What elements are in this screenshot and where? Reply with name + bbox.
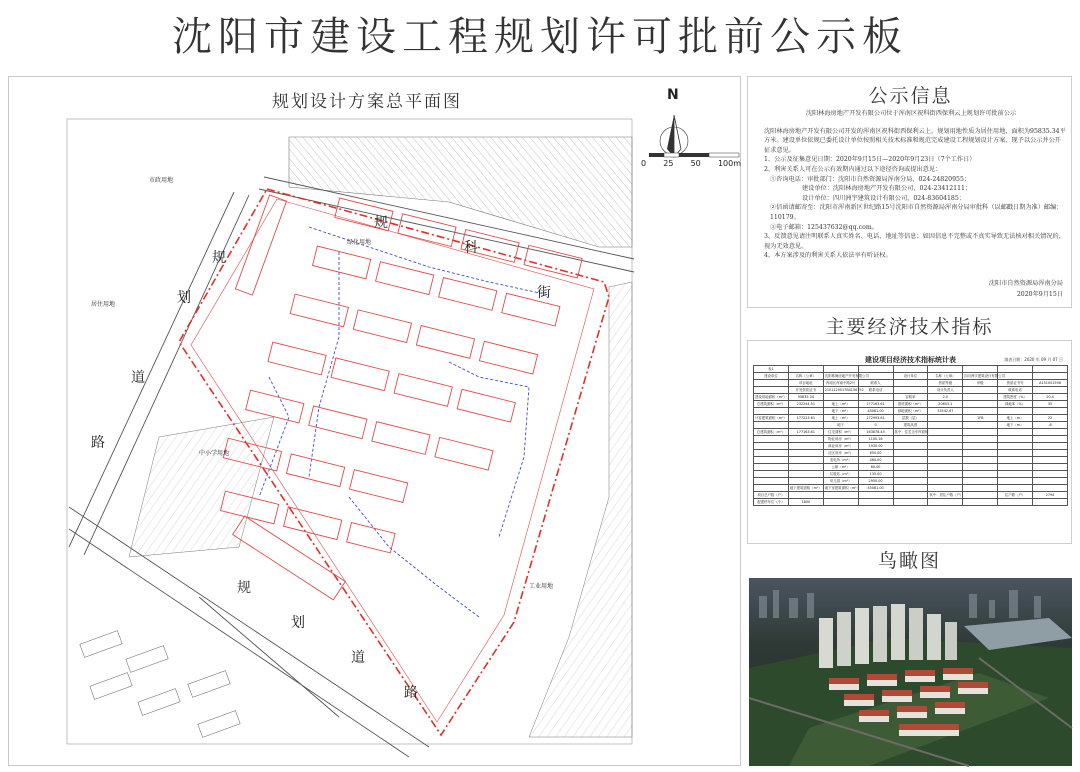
table-cell: 表1: [754, 366, 789, 373]
notice-signature-date: 2020年9月15日: [1016, 291, 1063, 298]
table-cell: 22: [1033, 415, 1068, 422]
table-cell: [1033, 450, 1068, 457]
table-cell: [788, 422, 823, 429]
table-cell: [754, 387, 789, 394]
table-cell: [963, 422, 998, 429]
board-title: 沈阳市建设工程规划许可批前公示板: [172, 14, 908, 60]
table-cell: [754, 450, 789, 457]
table-cell: [963, 443, 998, 450]
table-cell: 总建筑面积（m²）: [754, 401, 789, 408]
table-cell: [998, 366, 1033, 373]
table-cell: 基底面积（m²）: [893, 401, 928, 408]
land-label-residential: 居住用地: [91, 301, 116, 308]
table-cell: [754, 436, 789, 443]
table-cell: [788, 457, 823, 464]
table-row: [754, 429, 1068, 436]
table-cell: 地上（m）: [998, 415, 1033, 422]
road-label-c-3: 街: [537, 285, 551, 301]
table-cell: [788, 443, 823, 450]
table-cell: [963, 408, 998, 415]
table-cell: 开发资质证书: [788, 387, 823, 394]
table-cell: [998, 471, 1033, 478]
notice-paragraph: ①咨询电话：审批部门：沈阳市自然资源局浑南分局，024-24820955；: [770, 175, 971, 183]
table-cell: 建设用地面积（m²）: [755, 394, 787, 399]
table-cell: [754, 478, 789, 485]
table-cell: [998, 429, 1033, 436]
econ-heading: 主要经济技术指标: [825, 316, 994, 338]
table-cell: [754, 464, 789, 471]
table-cell: [754, 471, 789, 478]
table-cell: 联系电话: [858, 387, 893, 394]
table-cell: [858, 366, 893, 373]
road-label-b-1: 规: [237, 580, 251, 596]
table-cell: 177163.61: [788, 429, 823, 436]
table-cell: [823, 366, 858, 373]
table-cell: 135.00: [858, 471, 893, 478]
table-cell: 2950.00: [858, 478, 893, 485]
table-cell: 住户数（户）: [998, 492, 1033, 499]
table-cell: [963, 485, 998, 492]
table-cell: 其中：居住户数（户）: [929, 492, 964, 497]
table-cell: 建设单位: [754, 373, 789, 380]
table-cell: 建筑高度: [893, 422, 928, 429]
table-cell: 住宅面积（m²）: [823, 429, 858, 436]
scale-bar: [649, 153, 739, 157]
table-row: [754, 380, 1068, 387]
land-label-industrial: 工业用地: [529, 583, 554, 590]
table-row: [754, 373, 1068, 380]
table-cell: [998, 436, 1033, 443]
table-cell: [1033, 485, 1068, 492]
econ-table-title: 建设项目经济技术指标统计表: [865, 356, 956, 364]
table-row: [754, 422, 1068, 429]
table-cell: [893, 478, 928, 485]
table-cell: 地下建筑面积（m²）: [789, 485, 822, 490]
table-cell: [928, 471, 963, 478]
table-cell: [788, 450, 823, 457]
table-cell: [788, 471, 823, 478]
notice-paragraph: ②信函请邮寄至：沈阳市浑南新区世纪路15号沈阳市自然资源局浑南分局审批科（以邮戳日期为准）邮编：110179。: [770, 204, 1063, 221]
table-cell: 地下室建筑面积（m²）: [824, 485, 860, 490]
road-label-c-2: 科: [464, 240, 478, 256]
road-label-a-2: 划: [177, 290, 191, 306]
existing-buildings: [80, 631, 240, 738]
econ-table: [753, 365, 1068, 506]
notice-body: [756, 109, 1066, 261]
land-label-green: 绿化用地: [347, 239, 372, 246]
table-cell: 其中：住宅含车库面积: [894, 429, 929, 434]
table-cell: 层数（层）: [893, 415, 928, 422]
table-row: [754, 387, 1068, 394]
table-cell: [893, 443, 928, 450]
table-cell: 33542.67: [928, 408, 963, 415]
table-row: [754, 499, 1068, 506]
table-cell: 163878.45: [858, 429, 893, 436]
notice-heading: 公示信息: [868, 85, 953, 107]
table-cell: [754, 408, 789, 415]
table-cell: 650.00: [858, 450, 893, 457]
table-cell: [823, 492, 858, 499]
table-cell: 45081.00: [858, 485, 893, 492]
notice-paragraph: 1、公示及征集意见日期：2020年9月15日—2020年9月23日（7个工作日）: [764, 156, 976, 164]
table-cell: 2101120017B4156752: [824, 387, 864, 392]
table-cell: 浑南区浑南中路2号: [823, 380, 858, 387]
table-cell: [963, 450, 998, 457]
table-cell: 甲级: [963, 380, 998, 387]
aerial-image: [749, 578, 1072, 766]
table-cell: 1100.16: [858, 436, 893, 443]
table-cell: [788, 436, 823, 443]
table-cell: [998, 408, 1033, 415]
table-cell: [928, 485, 963, 492]
land-label-school: 中小学用地: [199, 450, 230, 457]
table-cell: [823, 499, 858, 506]
table-cell: [998, 485, 1033, 492]
scale-label-25: 25: [663, 159, 674, 168]
table-cell: [928, 443, 963, 450]
table-cell: 物业用房（m²）: [823, 436, 858, 443]
table-cell: [1033, 464, 1068, 471]
table-cell: [788, 408, 823, 415]
table-cell: [1033, 471, 1068, 478]
table-cell: [1033, 457, 1068, 464]
table-cell: [998, 464, 1033, 471]
table-cell: [754, 485, 789, 492]
north-label: N: [667, 87, 679, 103]
table-cell: 177163.61: [858, 401, 893, 408]
site-plan-drawing: [9, 77, 742, 767]
table-cell: 项目地址: [788, 380, 823, 387]
table-cell: [963, 429, 998, 436]
table-cell: [893, 471, 928, 478]
table-cell: [754, 422, 789, 429]
table-cell: [998, 450, 1033, 457]
table-cell: 177223.61: [788, 415, 823, 422]
table-row: [754, 408, 1068, 415]
table-cell: [893, 366, 928, 373]
table-row: [754, 436, 1068, 443]
table-cell: [998, 443, 1033, 450]
table-cell: [788, 492, 823, 499]
scale-label-50: 50: [690, 159, 701, 168]
table-cell: 幼儿园（m²）: [823, 478, 858, 485]
table-cell: [893, 499, 928, 506]
table-cell: [788, 366, 823, 373]
table-cell: 2794: [1033, 492, 1068, 499]
table-row: [754, 478, 1068, 485]
table-row: [754, 450, 1068, 457]
green-land-strip: [289, 137, 632, 247]
north-arrow-icon: [660, 115, 688, 157]
table-cell: 20.4: [1033, 394, 1068, 401]
road-label-b-3: 道: [351, 650, 365, 666]
table-cell: 地下: [823, 422, 858, 429]
econ-table-section: [747, 340, 1072, 544]
table-cell: 绿地率（%）: [998, 401, 1033, 408]
table-cell: [1033, 499, 1068, 506]
table-row: [754, 394, 1068, 401]
notice-section: [747, 76, 1072, 308]
table-cell: 1930.00: [858, 443, 893, 450]
table-cell: [998, 478, 1033, 485]
table-cell: [963, 436, 998, 443]
table-cell: 资质证书号: [998, 380, 1033, 387]
table-cell: 1800: [788, 499, 823, 506]
table-cell: [893, 450, 928, 457]
table-cell: [1033, 436, 1068, 443]
table-cell: 总建筑面积（m²）: [754, 429, 789, 436]
table-cell: 95835.34: [788, 394, 823, 401]
road-label-a-4: 路: [91, 435, 105, 451]
table-cell: 45081.00: [858, 408, 893, 415]
table-cell: 地下（m）: [998, 422, 1033, 429]
table-cell: [963, 492, 998, 499]
notice-paragraph: 2、利害关系人可在公示有效期内通过以下途径咨询或提出意见：: [764, 165, 942, 173]
table-cell: [893, 485, 928, 492]
table-row: [754, 443, 1068, 450]
land-label-city: 市政用地: [149, 177, 174, 184]
info-column: [747, 76, 1072, 766]
table-cell: [1033, 429, 1068, 436]
table-cell: [1033, 408, 1068, 415]
road-label-a-3: 道: [131, 370, 145, 386]
table-row: [754, 401, 1068, 408]
table-cell: [754, 443, 789, 450]
table-cell: [893, 457, 928, 464]
table-cell: 172993.61: [858, 415, 893, 422]
road-label-b-4: 路: [404, 685, 418, 701]
table-cell: 四川洲宇建筑设计有限公司: [964, 373, 1005, 378]
table-cell: -6: [1033, 422, 1068, 429]
table-cell: [754, 380, 789, 387]
table-cell: [893, 436, 928, 443]
table-cell: [963, 394, 998, 401]
table-cell: 地下（m²）: [823, 408, 858, 415]
table-cell: 商业用房（m²）: [823, 443, 858, 450]
table-cell: 地上（m²）: [823, 401, 858, 408]
table-cell: [788, 478, 823, 485]
road-label-c-1: 规: [374, 215, 388, 231]
table-cell: 设计负责人: [928, 387, 963, 394]
notice-paragraph: ③电子邮箱：125437632@qq.com。: [770, 223, 878, 231]
econ-table-date: 填表日期：2020 年 09 月 07 日: [1004, 357, 1063, 362]
table-cell: [963, 499, 998, 506]
plan-title: 规划设计方案总平面图: [272, 92, 462, 112]
table-cell: [963, 478, 998, 485]
table-cell: 35: [1033, 401, 1068, 408]
table-cell: [893, 387, 928, 394]
school-land: [129, 417, 274, 557]
notice-paragraph: 建设单位：沈阳林海房地产开发有限公司，024-23412111；: [802, 185, 972, 193]
table-cell: 232244.51: [788, 401, 823, 408]
table-cell: 绿地面积（m²）: [893, 408, 928, 415]
east-land-strip: [529, 282, 632, 737]
table-cell: [1033, 373, 1068, 380]
table-cell: 计容建筑面积（m²）: [755, 415, 787, 420]
table-cell: 配建停车位（个）: [754, 499, 789, 506]
table-cell: [893, 492, 928, 499]
table-cell: 公厕（m²）: [823, 464, 858, 471]
table-cell: 联系电话: [998, 387, 1033, 394]
table-cell: [928, 415, 963, 422]
road-label-b-2: 划: [291, 615, 305, 631]
table-cell: 2.0: [928, 394, 963, 401]
table-cell: 0: [858, 422, 893, 429]
table-cell: 垃圾站（m²）: [823, 471, 858, 478]
table-cell: 20603.1: [928, 401, 963, 408]
aerial-heading: 鸟瞰图: [877, 550, 941, 572]
table-cell: [1033, 387, 1068, 394]
table-cell: 社区用房（m²）: [823, 450, 858, 457]
table-cell: [858, 499, 893, 506]
table-row: [754, 464, 1068, 471]
table-cell: 项目总户数（户）: [754, 492, 789, 499]
table-cell: [893, 464, 928, 471]
notice-paragraph: 4、本方案涉及的利害关系人依法享有听证权。: [764, 252, 892, 260]
table-cell: 容积率: [893, 394, 928, 401]
table-cell: [928, 464, 963, 471]
table-cell: 名称（公章）: [928, 373, 963, 380]
table-cell: [858, 492, 893, 499]
table-cell: 1FB: [963, 415, 998, 422]
table-cell: [928, 366, 963, 373]
table-cell: [1033, 443, 1068, 450]
table-cell: [963, 457, 998, 464]
table-cell: [963, 464, 998, 471]
table-cell: [823, 394, 858, 401]
table-cell: [928, 429, 963, 436]
table-cell: A151001598: [1033, 380, 1068, 387]
table-cell: [1033, 478, 1068, 485]
notice-paragraph: 3、反馈意见请注明联系人真实姓名、电话、地址等信息；如因信息不完整或不真实导致无法核对相关情况的，视为无效意见。: [764, 233, 1065, 250]
site-plan-panel: [8, 76, 741, 766]
utility-lines: [259, 227, 549, 617]
table-cell: 地上（m²）: [823, 415, 858, 422]
table-cell: [963, 387, 998, 394]
notice-subtitle: 沈阳林海房地产开发有限公司位于浑南区祝科街西保利云上规划许可批前公示: [805, 110, 1017, 117]
table-cell: 60.00: [858, 464, 893, 471]
table-cell: [963, 471, 998, 478]
table-cell: 沈阳林海房地产开发有限公司: [824, 373, 869, 378]
notice-paragraph: 设计单位：四川洲宇建筑设计有限公司，024-83604185；: [802, 194, 965, 202]
table-cell: 变电所（m²）: [823, 457, 858, 464]
table-cell: 资质等级: [928, 380, 963, 387]
table-cell: 设计单位: [893, 373, 928, 380]
table-cell: 联系人: [858, 380, 893, 387]
table-cell: [1033, 366, 1068, 373]
notice-signature-org: 沈阳市自然资源局浑南分局: [988, 280, 1063, 287]
table-cell: 460.00: [858, 457, 893, 464]
road-label-a-1: 规: [212, 250, 226, 266]
table-cell: [754, 457, 789, 464]
table-cell: 名称（公章）: [788, 373, 823, 380]
scale-label-0: 0: [641, 159, 647, 168]
table-cell: [893, 380, 928, 387]
table-cell: [963, 401, 998, 408]
table-cell: [928, 436, 963, 443]
scale-label-100: 100m: [717, 159, 741, 168]
notice-paragraph: 沈阳林海房地产开发有限公司开发的浑南区祝科街西保利云上，规划用地性质为居住用地，面积为95835.34平方米。建设单位依规已委托设计单位按照相关技术标准和规范完成建设工程规划设计方案，现予以公示并公开征求意见。: [764, 127, 1066, 154]
table-cell: [928, 478, 963, 485]
table-cell: [928, 422, 963, 429]
table-cell: [963, 366, 998, 373]
table-cell: [998, 457, 1033, 464]
table-cell: [998, 499, 1033, 506]
scale-labels: [641, 159, 741, 168]
table-cell: [858, 394, 893, 401]
table-cell: [928, 499, 963, 506]
table-row: [754, 485, 1068, 492]
table-row: [754, 366, 1068, 373]
table-row: [754, 457, 1068, 464]
table-row: [754, 492, 1068, 499]
table-row: [754, 471, 1068, 478]
table-row: [754, 415, 1068, 422]
table-cell: [788, 464, 823, 471]
table-cell: [928, 457, 963, 464]
table-cell: 建筑密度（%）: [998, 394, 1033, 401]
table-cell: [928, 450, 963, 457]
